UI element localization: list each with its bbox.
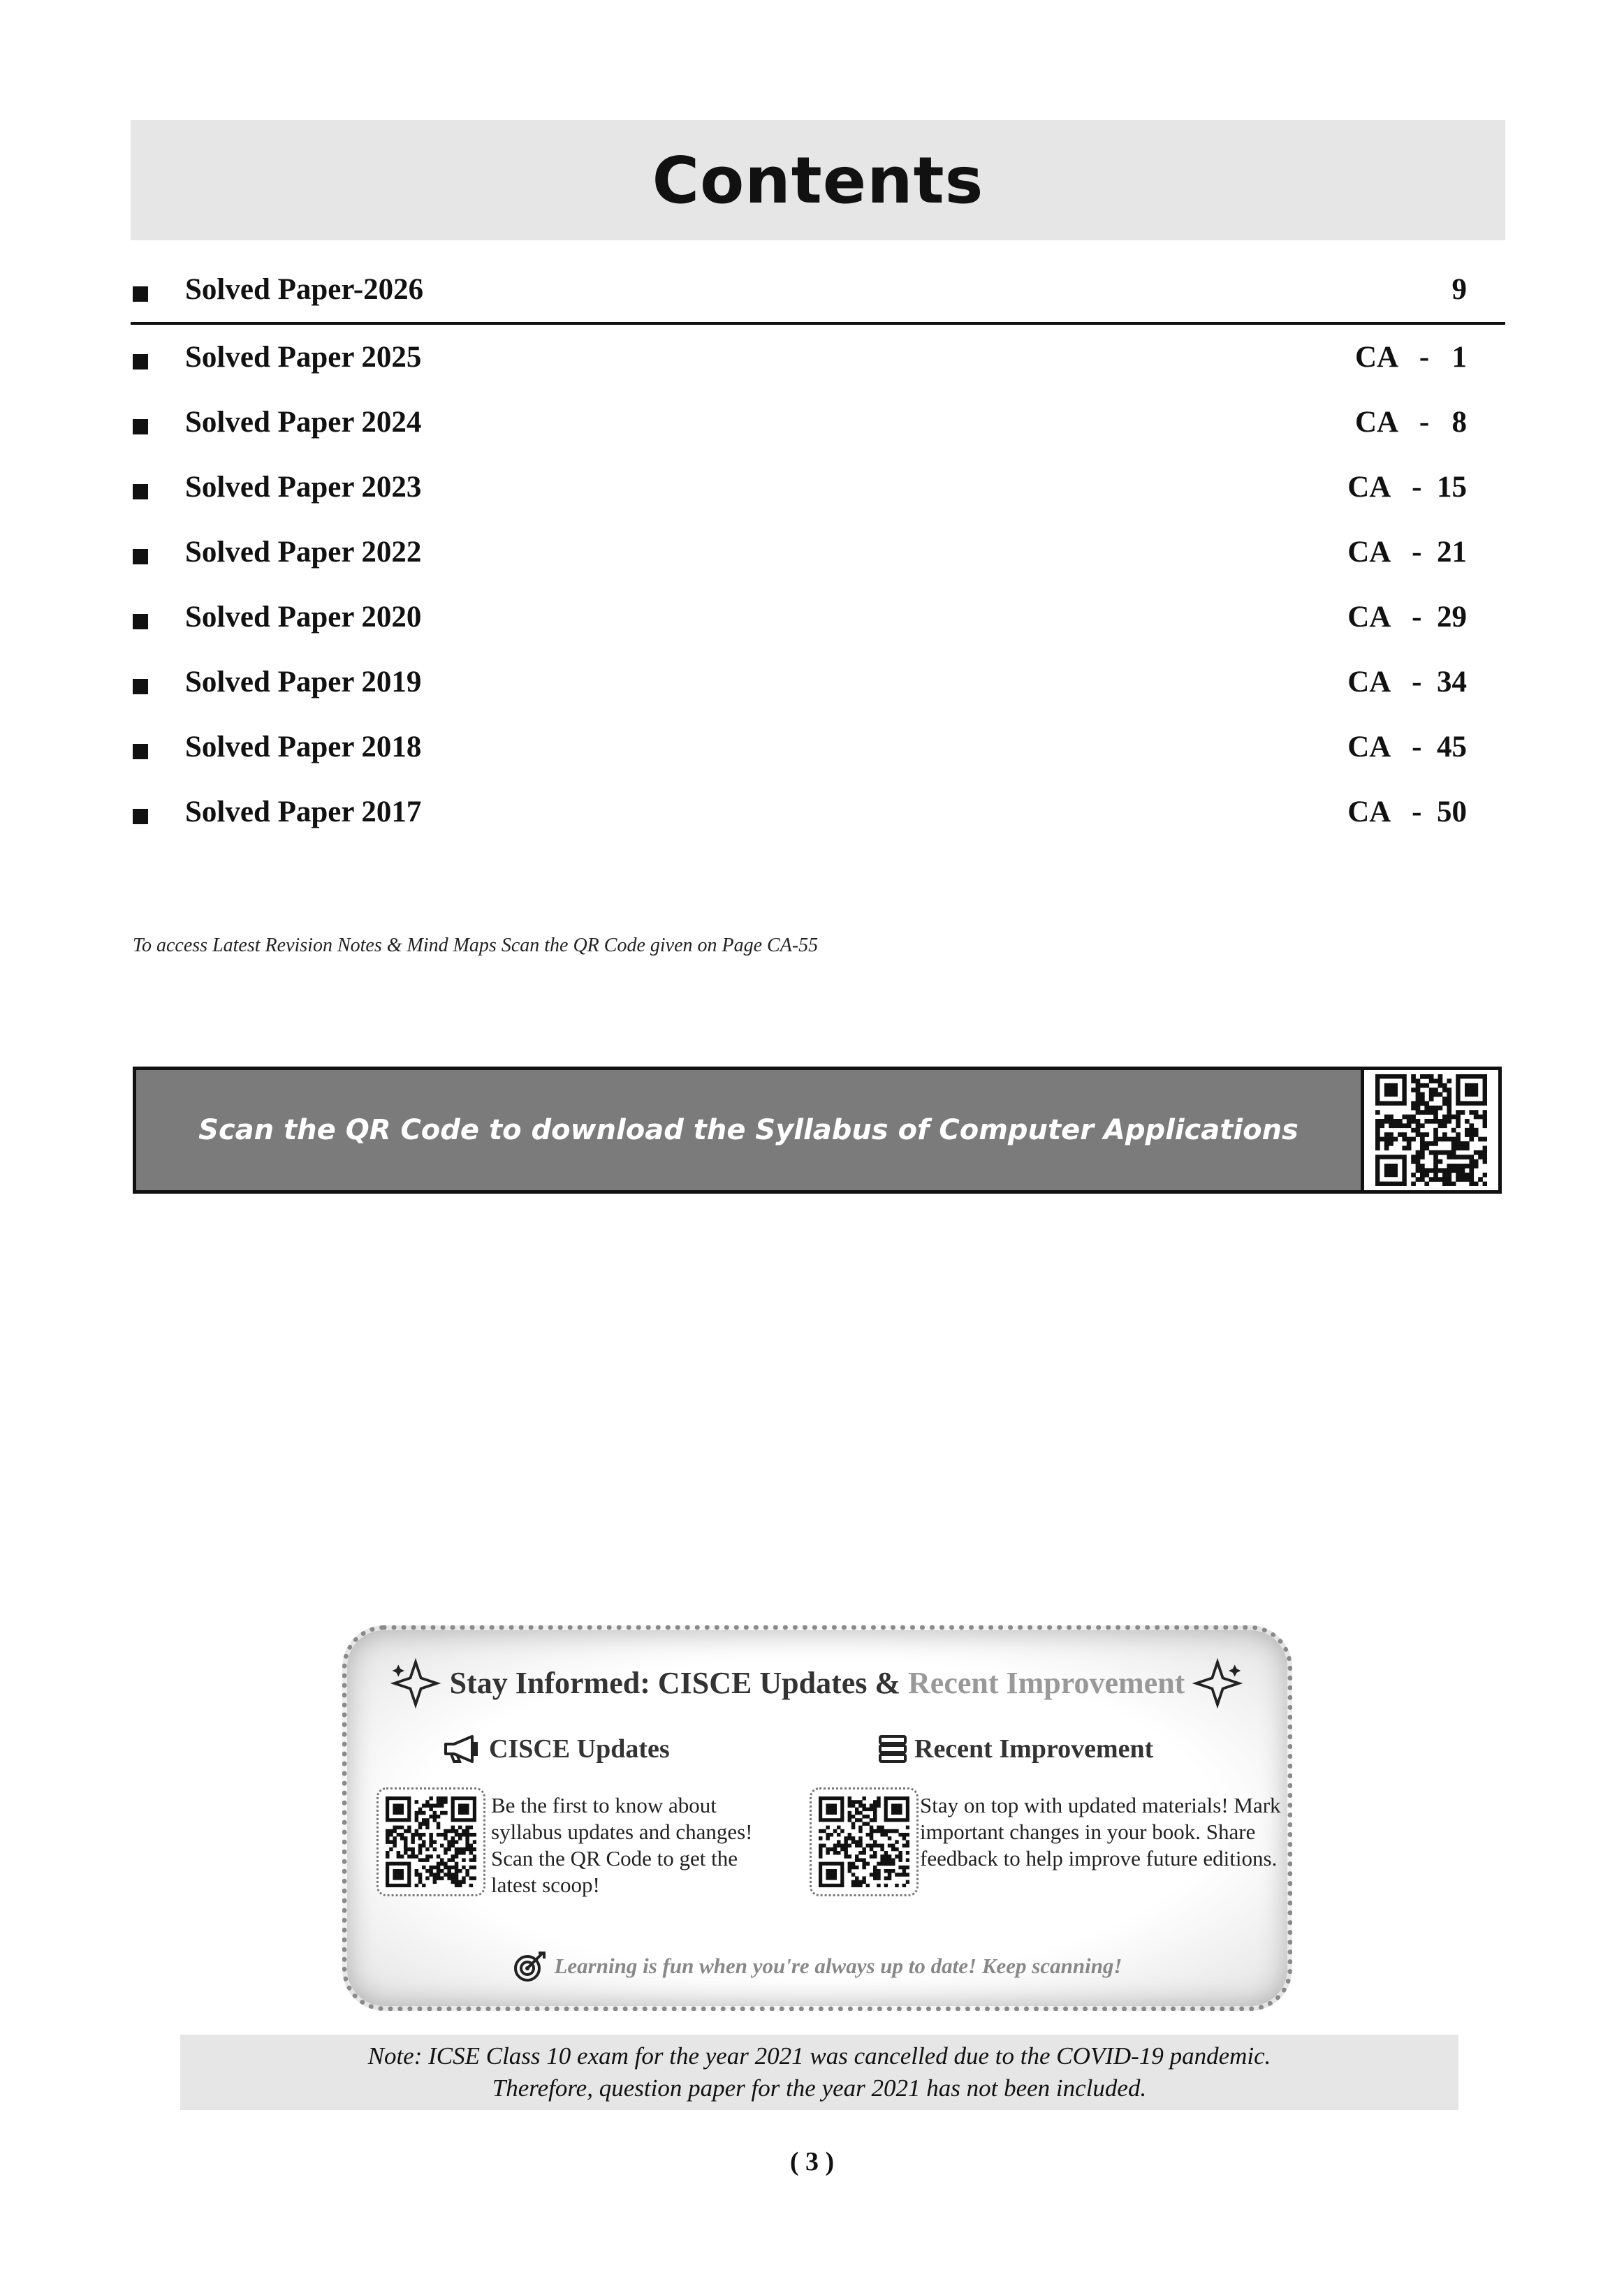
toc-row[interactable] <box>131 585 1505 650</box>
bullet-square-icon <box>133 354 148 369</box>
cisce-updates-label: CISCE Updates <box>489 1734 670 1764</box>
updates-title-main: Stay Informed: CISCE Updates & <box>449 1666 909 1700</box>
toc-page: CA - 34 <box>1347 666 1467 698</box>
syllabus-qr-cell[interactable] <box>1364 1070 1498 1190</box>
toc-title: Solved Paper 2019 <box>185 666 422 698</box>
bullet-square-icon <box>133 286 148 302</box>
toc-row[interactable] <box>131 257 1505 325</box>
updates-title <box>347 1665 1287 1701</box>
page-number: ( 3 ) <box>789 2147 835 2176</box>
toc-title: Solved Paper 2022 <box>185 536 422 569</box>
toc-page: CA - 1 <box>1354 341 1467 374</box>
toc-page: CA - 21 <box>1347 536 1467 569</box>
megaphone-icon <box>441 1734 482 1764</box>
fun-line-text: Learning is fun when you're always up to date! Keep scanning! <box>554 1954 1122 1978</box>
toc-page: CA - 45 <box>1347 731 1467 763</box>
bullet-square-icon <box>133 809 148 824</box>
bullet-square-icon <box>133 484 148 499</box>
bullet-square-icon <box>133 614 148 629</box>
covid-note-line1: Note: ICSE Class 10 exam for the year 2021 was cancelled due to the COVID-19 pandemic. <box>367 2042 1271 2070</box>
qr-code-icon[interactable] <box>819 1796 909 1887</box>
cisce-updates-heading <box>441 1734 670 1764</box>
sparkle-icon <box>1191 1657 1244 1710</box>
target-icon <box>512 1950 547 1982</box>
toc-title: Solved Paper 2018 <box>185 731 422 763</box>
updates-title-accent: Recent Improvement <box>908 1666 1185 1700</box>
toc-title: Solved Paper 2023 <box>185 471 422 504</box>
qr-code-icon[interactable] <box>386 1796 476 1887</box>
updates-box <box>342 1625 1292 2011</box>
toc-page: 9 <box>1451 273 1467 306</box>
toc-page: CA - 15 <box>1347 471 1467 504</box>
cisce-qr-frame[interactable] <box>376 1787 485 1896</box>
recent-improvement-label: Recent Improvement <box>914 1734 1154 1764</box>
contents-header <box>131 120 1505 240</box>
toc-page: CA - 29 <box>1347 601 1467 634</box>
toc-row[interactable] <box>131 779 1505 844</box>
toc-title: Solved Paper 2020 <box>185 601 422 634</box>
toc-title: Solved Paper 2025 <box>185 341 422 374</box>
toc-row[interactable] <box>131 650 1505 715</box>
qr-code-icon[interactable] <box>1375 1074 1487 1186</box>
fun-line <box>347 1950 1287 1982</box>
syllabus-banner-text: Scan the QR Code to download the Syllabus of Computer Applications <box>136 1070 1364 1190</box>
toc-row[interactable] <box>131 455 1505 520</box>
recent-improvement-heading <box>878 1734 1153 1764</box>
bullet-square-icon <box>133 744 148 759</box>
covid-note-line2: Therefore, question paper for the year 2021 has not been included. <box>492 2074 1147 2102</box>
toc-page: CA - 8 <box>1354 406 1467 439</box>
bullet-square-icon <box>133 679 148 694</box>
toc-row[interactable] <box>131 715 1505 779</box>
cisce-updates-text: Be the first to know about syllabus updates and changes! Scan the QR Code to get the latest scoop! <box>491 1793 753 1897</box>
toc-row[interactable] <box>131 325 1505 390</box>
toc-title: Solved Paper 2024 <box>185 406 422 439</box>
recent-improvement-text: Stay on top with updated materials! Mark important changes in your book. Share feedback to help improve future editions. <box>920 1793 1281 1871</box>
toc-page: CA - 50 <box>1347 796 1467 828</box>
access-note: To access Latest Revision Notes & Mind Maps Scan the QR Code given on Page CA-55 <box>133 935 819 956</box>
toc-title: Solved Paper-2026 <box>185 273 424 306</box>
syllabus-banner[interactable] <box>133 1067 1502 1194</box>
toc-title: Solved Paper 2017 <box>185 796 422 828</box>
page-title: Contents <box>652 142 984 218</box>
table-of-contents <box>131 257 1505 844</box>
toc-row[interactable] <box>131 390 1505 455</box>
toc-row[interactable] <box>131 520 1505 585</box>
bullet-square-icon <box>133 549 148 564</box>
books-icon <box>878 1734 907 1764</box>
improvement-qr-frame[interactable] <box>810 1787 919 1896</box>
bullet-square-icon <box>133 419 148 434</box>
covid-note <box>180 2035 1458 2110</box>
